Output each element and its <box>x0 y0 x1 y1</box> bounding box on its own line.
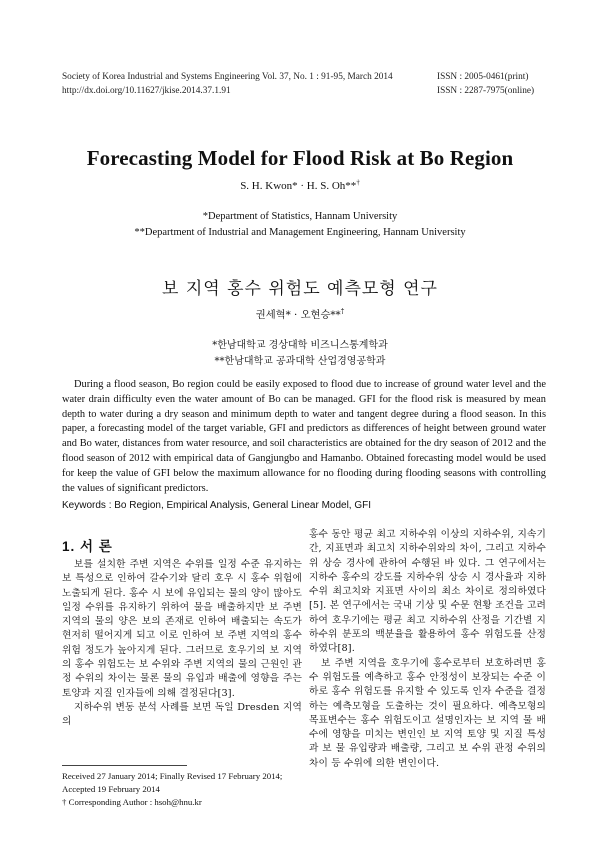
korean-affiliation-1: *한남대학교 경상대학 비즈니스통계학과 <box>212 340 388 351</box>
issn-print: ISSN : 2005-0461(print) <box>437 72 529 82</box>
body-paragraph: 지하수위 변동 분석 사례를 보면 독일 Dresden 지역의 <box>62 701 302 728</box>
keywords-label: Keywords <box>62 500 106 511</box>
affiliation-2: **Department of Industrial and Management Engineering, Hannam University <box>134 227 466 238</box>
body-paragraph: 보를 설치한 주변 지역은 수위를 일정 수준 유지하는 보 특성으로 인하여 갈수기와 달리 호우 시 홍수 위험에 노출되게 된다. 홍수 시 보에 유입되는 물의 양이 많아도 일정 수위를 유지하기 위하여 물을 배출하지만 보 주변 지역의 물의 양은 보의 존재로 인하여 배출되는 속도가 현저히 떨어지게 되고 이로 인하여 보 주변 지역의 홍수 위험 정도가 높아지게 된다. 그러므로 호우기의 보 지역의 홍수 위험도는 보 수위와 주변 지역의 물의 근원인 관정 수위의 차이는 물론 물의 유입과 배출에 영향을 주는 토양과 지질 인자들에 의해 결정된다[3]. <box>62 559 302 699</box>
author-line <box>0 180 600 192</box>
paper-title: Forecasting Model for Flood Risk at Bo Region <box>86 146 514 170</box>
korean-author-line <box>0 306 600 321</box>
footnote-divider <box>62 765 187 766</box>
left-column <box>62 558 302 730</box>
body-paragraph: 홍수 동안 평균 최고 지하수위 이상의 지하수위, 지속기간, 지표면과 최고치 지하수위와의 차이, 그리고 지하수위 상승 경사에 관하여 수행된 바 있다. 그 연구에서는 지하수 홍수의 강도를 지하수위 상승 시 경사율과 지하수위 최고치와 지표면 사이의 최소 차이로 정의하였다[5]. 본 연구에서는 국내 기상 및 수문 현황 조건을 고려하여 호우기에는 평균 최고 지하수위 산정을 기간별 지하수위 분포의 백분율을 활용하여 홍수 위험도를 산정하였다[8]. <box>309 529 546 655</box>
accepted-date: Accepted 19 February 2014 <box>62 784 160 794</box>
right-column <box>309 528 546 771</box>
doi-link[interactable]: http://dx.doi.org/10.11627/jkise.2014.37.1.91 <box>62 86 231 96</box>
body-paragraph: 보 주변 지역을 호우기에 홍수로부터 보호하려면 홍수 위험도를 예측하고 홍수 안정성이 보장되는 수준 이하로 홍수 위험도를 유지할 수 있도록 인자 수준을 결정하는 예측모형을 도출하는 것이 필요하다. 예측모형의 목표변수는 홍수 위험도이고 설명인자는 보 지역 물 배수에 영향을 미치는 변인인 보 지역 토양 및 지질 특성과 보 물 유입량과 배출량, 그리고 보 수위 관정 수위의 차이 등 수위에 의한 변인이다. <box>309 657 546 769</box>
journal-citation: Society of Korea Industrial and Systems Engineering Vol. 37, No. 1 : 91-95, March 2014 <box>62 72 393 82</box>
korean-affiliation-2: **한남대학교 공과대학 산업경영공학과 <box>214 356 386 367</box>
received-date: Received 27 January 2014; Finally Revised 17 February 2014; <box>62 771 283 781</box>
corresponding-mark: † <box>356 178 360 187</box>
issn-online: ISSN : 2287-7975(online) <box>437 86 535 96</box>
section-heading: 1. 서 론 <box>62 539 113 554</box>
keywords-text: : Bo Region, Empirical Analysis, General Linear Model, GFI <box>108 500 372 511</box>
abstract: During a flood season, Bo region could be easily exposed to flood due to increase of ground water level and the water drain difficulty even the water amount of Bo can be managed. GFI for the flood risk is measured by mean depth to water during a dry season and minimum depth to water and tangent degree during a flood season. In this paper, a forecasting model of the target variable, GFI and predictors as differences of height between ground water and Bo water, distances from water resource, and soil characteristics are obtained for the dry season of 2012 and the flood season of 2012 with empirical data of Gangjungbo and Hamanbo. Obtained forecasting model would be used for keep the value of GFI below the maximum allowance for no flooding during flooding seasons with controlling the values of significant predictors. <box>62 379 546 494</box>
affiliation-1: *Department of Statistics, Hannam University <box>202 211 398 222</box>
korean-corresponding-mark: † <box>340 307 345 316</box>
korean-title: 보 지역 홍수 위험도 예측모형 연구 <box>162 279 438 299</box>
korean-author-names: 권세혁* · 오현승** <box>255 309 341 321</box>
corresponding-author: † Corresponding Author : hsoh@hnu.kr <box>62 797 202 807</box>
keywords-line <box>62 500 371 511</box>
author-names: S. H. Kwon* · H. S. Oh** <box>240 180 357 192</box>
